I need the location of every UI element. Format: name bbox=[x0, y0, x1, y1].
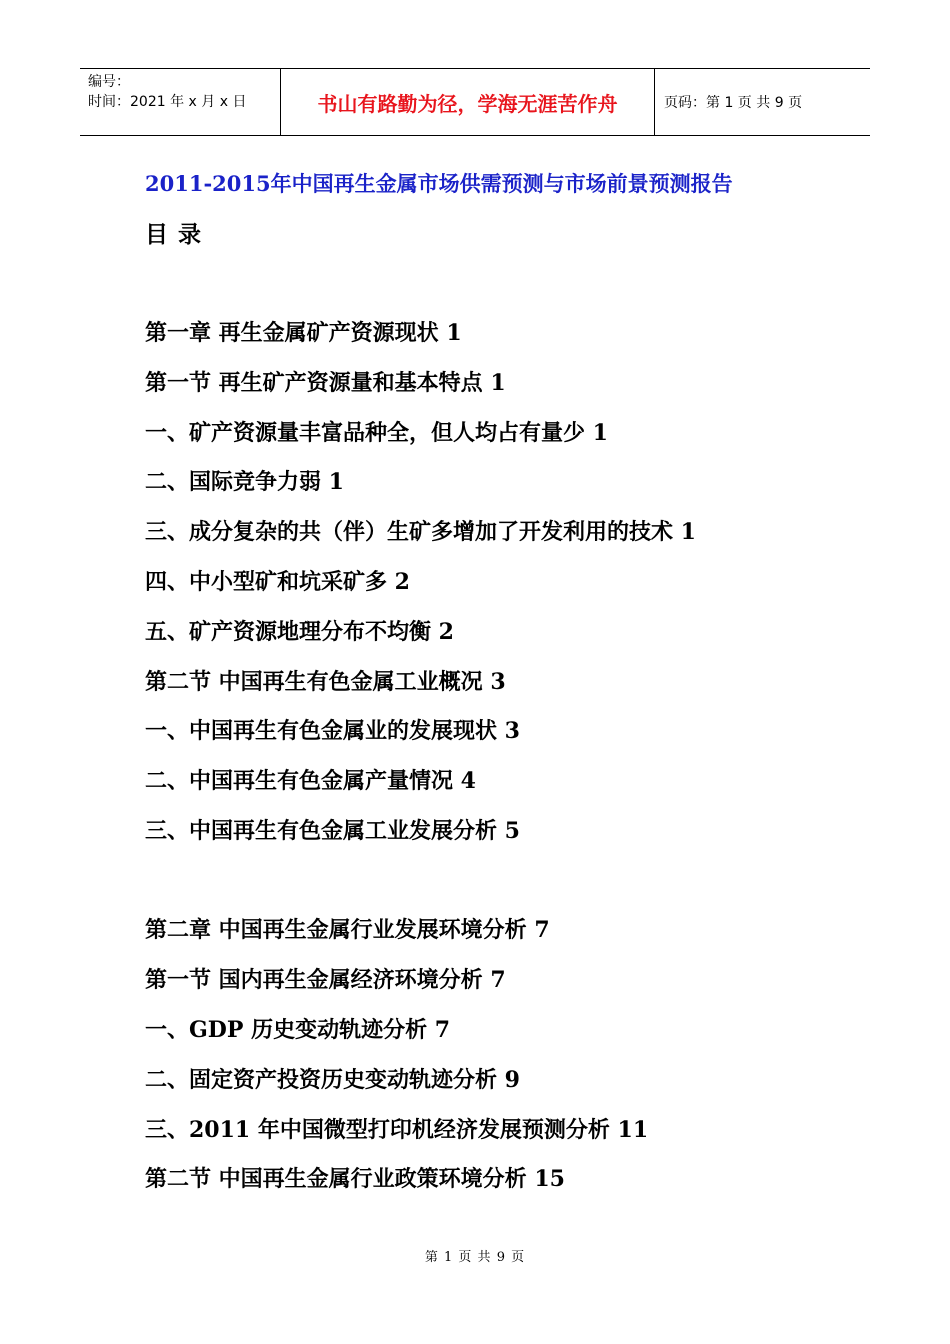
time-label: 时间：2021 年 x 月 x 日 bbox=[88, 94, 247, 110]
toc-entry: 第一节 国内再生金属经济环境分析 7 bbox=[145, 967, 506, 993]
toc-entry: 第二章 中国再生金属行业发展环境分析 7 bbox=[145, 917, 550, 943]
page-info: 页码：第 1 页 共 9 页 bbox=[664, 95, 803, 111]
header-motto-cell bbox=[281, 69, 655, 135]
toc-heading: 目录 bbox=[145, 221, 211, 248]
toc-entry: 第一章 再生金属矿产资源现状 1 bbox=[145, 320, 462, 346]
toc-entry: 二、固定资产投资历史变动轨迹分析 9 bbox=[145, 1067, 520, 1093]
header-table bbox=[80, 68, 870, 136]
toc-entry: 三、成分复杂的共（伴）生矿多增加了开发利用的技术 1 bbox=[145, 519, 696, 545]
page-footer: 第 1 页 共 9 页 bbox=[424, 1250, 526, 1265]
toc-entry: 第一节 再生矿产资源量和基本特点 1 bbox=[145, 370, 506, 396]
number-label: 编号： bbox=[88, 74, 130, 90]
toc-entry: 第二节 中国再生金属行业政策环境分析 15 bbox=[145, 1166, 565, 1192]
toc-entry: 三、中国再生有色金属工业发展分析 5 bbox=[145, 818, 520, 844]
document-title: 2011-2015年中国再生金属市场供需预测与市场前景预测报告 bbox=[145, 171, 733, 196]
toc-entry: 二、中国再生有色金属产量情况 4 bbox=[145, 768, 476, 794]
toc-entry: 五、矿产资源地理分布不均衡 2 bbox=[145, 619, 454, 645]
toc-entry: 三、2011 年中国微型打印机经济发展预测分析 11 bbox=[145, 1117, 649, 1143]
toc-entry: 二、国际竞争力弱 1 bbox=[145, 469, 344, 495]
motto-text: 书山有路勤为径，学海无涯苦作舟 bbox=[317, 91, 618, 116]
toc-entry: 一、中国再生有色金属业的发展现状 3 bbox=[145, 718, 520, 744]
toc-entry: 四、中小型矿和坑采矿多 2 bbox=[145, 569, 410, 595]
toc-entry: 一、矿产资源量丰富品种全，但人均占有量少 1 bbox=[145, 420, 608, 446]
toc-entry: 第二节 中国再生有色金属工业概况 3 bbox=[145, 669, 506, 695]
header-meta-cell bbox=[80, 69, 281, 135]
toc-entry: 一、GDP 历史变动轨迹分析 7 bbox=[145, 1017, 451, 1043]
header-page-cell bbox=[655, 69, 870, 135]
